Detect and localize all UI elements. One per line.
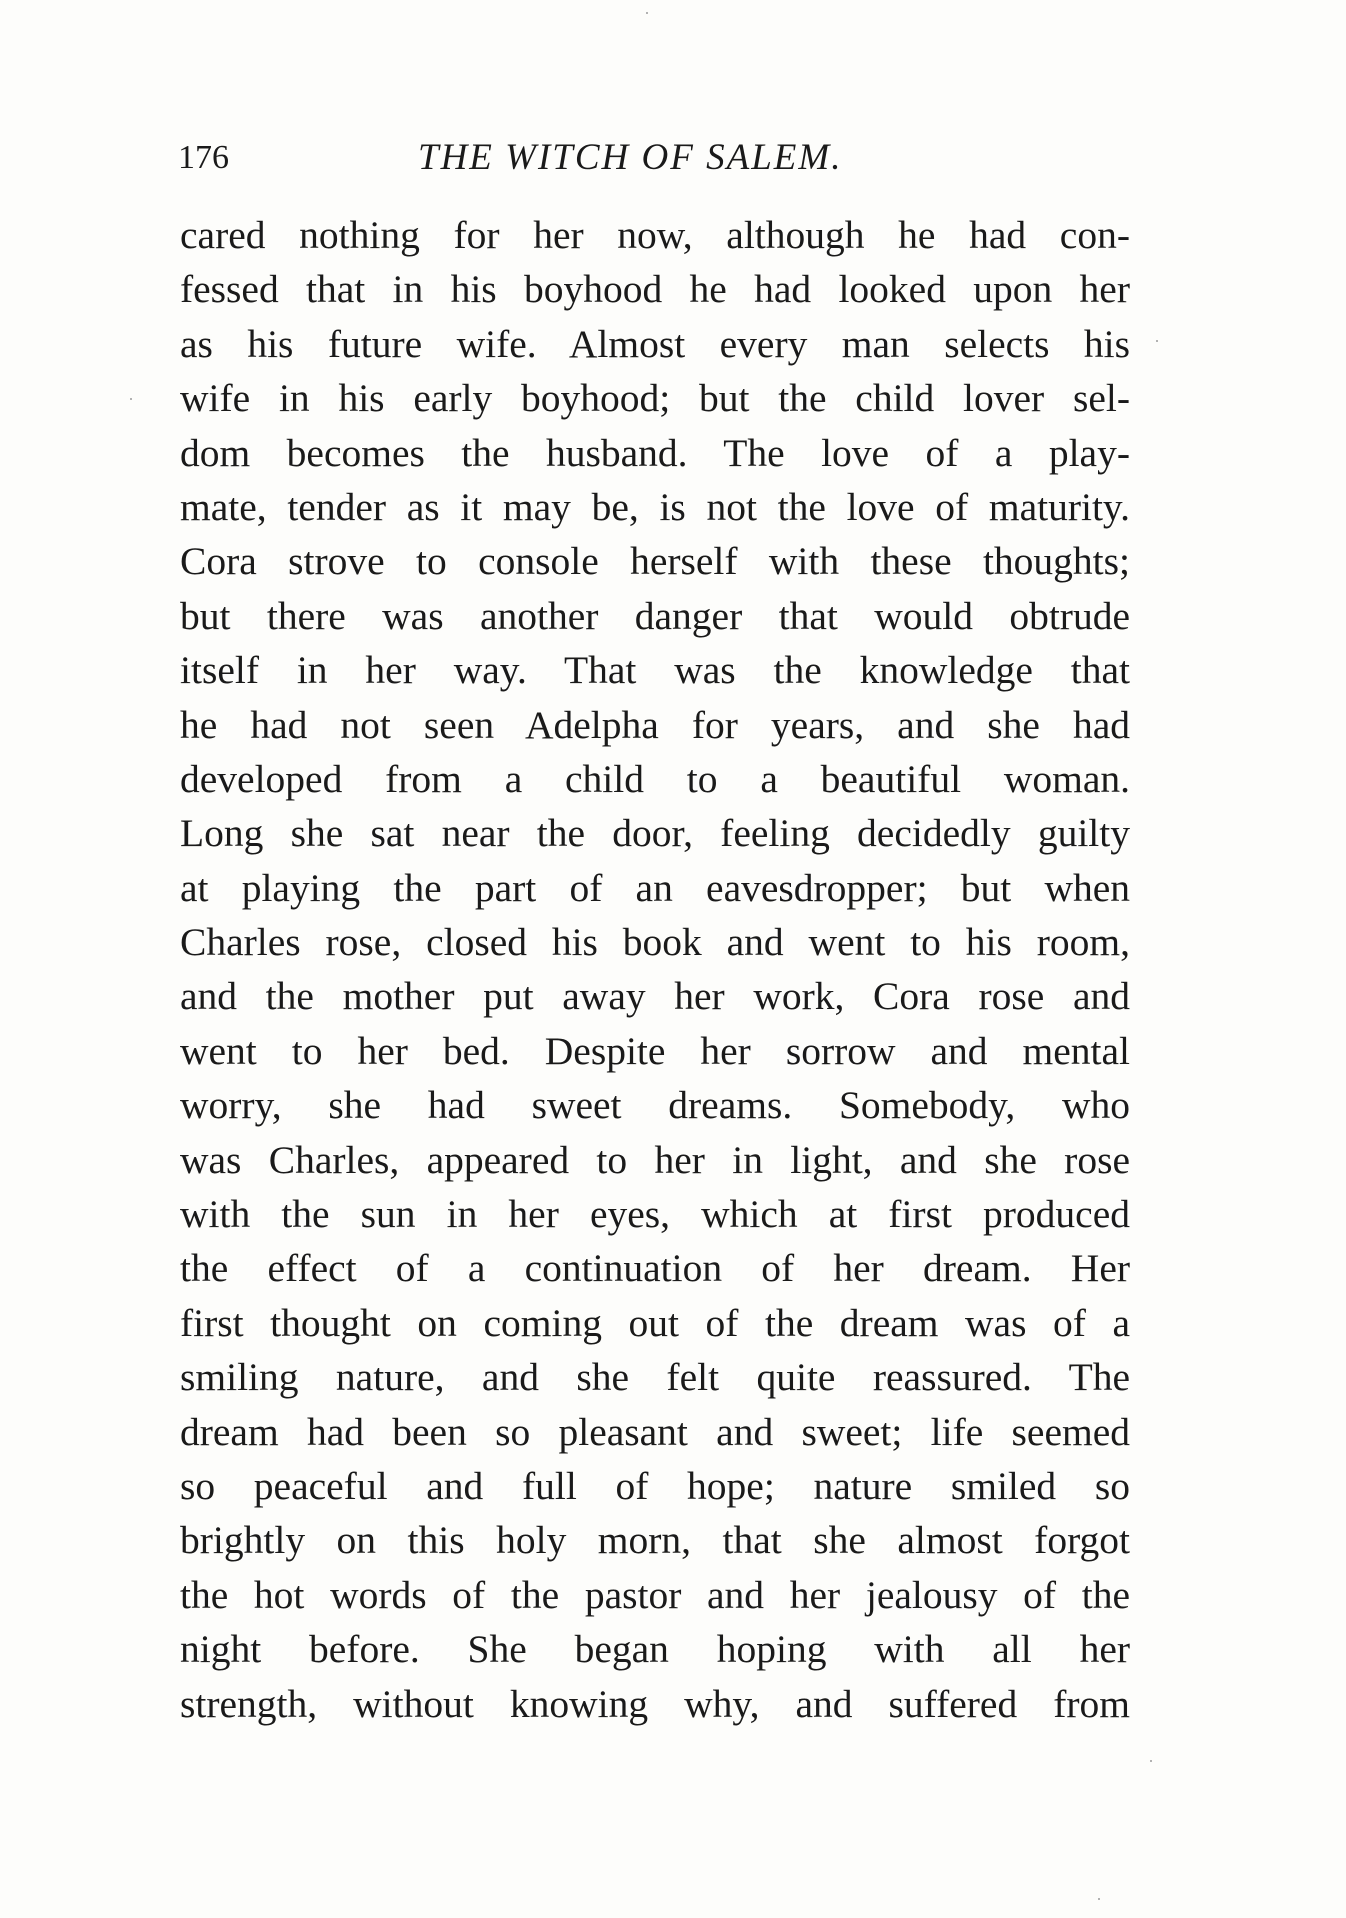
text-line: fessed that in his boyhood he had looked upon her xyxy=(180,267,1130,312)
text-line: wife in his early boyhood; but the child lover sel- xyxy=(180,376,1130,421)
text-line: dom becomes the husband. The love of a play- xyxy=(180,430,1130,475)
text-line: with the sun in her eyes, which at first produced xyxy=(180,1192,1130,1237)
body-text xyxy=(180,208,1130,1731)
text-line: dream had been so pleasant and sweet; life seemed xyxy=(180,1409,1130,1454)
text-line: he had not seen Adelpha for years, and she had xyxy=(180,702,1130,747)
text-line: first thought on coming out of the dream was of a xyxy=(180,1300,1130,1345)
text-line: the hot words of the pastor and her jealousy of the xyxy=(180,1572,1130,1617)
text-line: but there was another danger that would obtrude xyxy=(180,593,1130,638)
text-line: developed from a child to a beautiful woman. xyxy=(180,756,1130,801)
text-line: cared nothing for her now, although he had con- xyxy=(180,213,1130,257)
text-line: at playing the part of an eavesdropper; but when xyxy=(180,865,1130,910)
text-line: smiling nature, and she felt quite reassured. The xyxy=(180,1355,1130,1400)
text-line: so peaceful and full of hope; nature smiled so xyxy=(180,1463,1130,1508)
text-line: itself in her way. That was the knowledge that xyxy=(180,648,1130,693)
running-title: THE WITCH OF SALEM. xyxy=(418,137,843,178)
text-line: Charles rose, closed his book and went to his room, xyxy=(180,920,1130,965)
page-number: 176 xyxy=(178,139,229,176)
text-line: brightly on this holy morn, that she almost forgot xyxy=(180,1518,1130,1563)
text-line: Long she sat near the door, feeling decidedly guilty xyxy=(180,811,1130,856)
text-line: as his future wife. Almost every man selects his xyxy=(180,321,1130,366)
text-line: mate, tender as it may be, is not the love of maturity. xyxy=(180,484,1130,529)
text-line: the effect of a continuation of her dream. Her xyxy=(180,1246,1130,1291)
paper-speck xyxy=(646,12,648,14)
paper-speck xyxy=(1150,1760,1152,1762)
running-head xyxy=(178,128,1128,188)
text-line: was Charles, appeared to her in light, and she rose xyxy=(180,1137,1130,1182)
paper-speck xyxy=(1156,340,1158,342)
text-line: and the mother put away her work, Cora rose and xyxy=(180,974,1130,1019)
text-line: Cora strove to console herself with these thoughts; xyxy=(180,539,1130,584)
text-line: strength, without knowing why, and suffered from xyxy=(180,1681,1130,1726)
text-line: night before. She began hoping with all her xyxy=(180,1627,1130,1672)
text-line: worry, she had sweet dreams. Somebody, who xyxy=(180,1083,1130,1128)
paper-speck xyxy=(1098,1898,1100,1900)
text-line: went to her bed. Despite her sorrow and mental xyxy=(180,1028,1130,1073)
paper-speck xyxy=(130,398,132,400)
